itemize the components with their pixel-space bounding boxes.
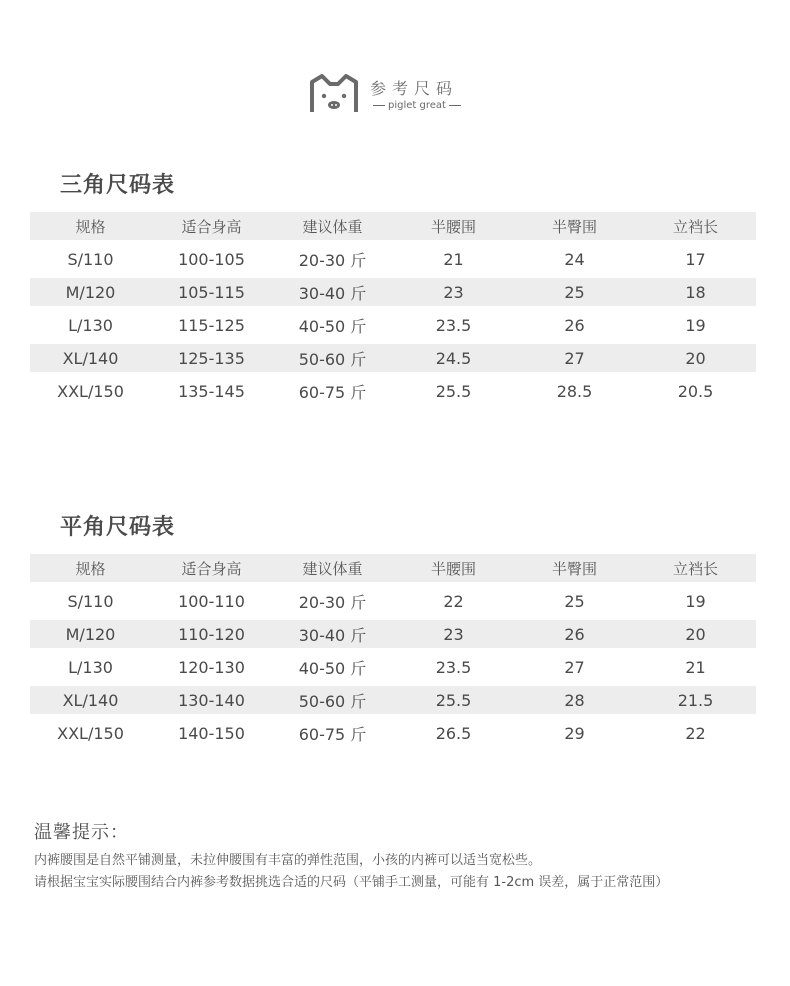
col-header-height: 适合身高 bbox=[181, 217, 242, 236]
cell: 105-115 bbox=[178, 282, 245, 302]
cell: 22 bbox=[685, 723, 706, 743]
cell: 24.5 bbox=[435, 348, 472, 368]
table-header-row bbox=[30, 554, 756, 582]
cell: XXL/150 bbox=[57, 723, 124, 743]
cell: 25 bbox=[564, 591, 585, 611]
col-header-waist: 半腰围 bbox=[430, 217, 476, 236]
table-row bbox=[30, 372, 756, 410]
cell: 135-145 bbox=[178, 381, 245, 401]
cell: 24 bbox=[564, 249, 585, 269]
col-header-size: 规格 bbox=[75, 217, 106, 236]
brand-title: 参考尺码 bbox=[370, 79, 459, 98]
cell: 50-60 斤 bbox=[298, 691, 367, 711]
cell: XXL/150 bbox=[57, 381, 124, 401]
tips-title: 温馨提示： bbox=[34, 822, 129, 843]
col-header-hip: 半臀围 bbox=[551, 559, 597, 578]
cell: 30-40 斤 bbox=[298, 283, 367, 303]
table-row bbox=[30, 714, 756, 752]
cell: 140-150 bbox=[178, 723, 245, 743]
table-header-row bbox=[30, 212, 756, 240]
table-row bbox=[30, 278, 756, 306]
cell: 50-60 斤 bbox=[298, 349, 367, 369]
cell: 60-75 斤 bbox=[298, 724, 367, 744]
table-row bbox=[30, 648, 756, 686]
pig-icon bbox=[308, 74, 360, 114]
section-title-triangle: 三角尺码表 bbox=[60, 173, 176, 198]
brand-subtitle bbox=[370, 100, 464, 111]
cell: 19 bbox=[685, 315, 706, 335]
cell: 100-110 bbox=[178, 591, 245, 611]
cell: 23.5 bbox=[435, 657, 472, 677]
cell: 23 bbox=[443, 282, 464, 302]
cell: 19 bbox=[685, 591, 706, 611]
cell: S/110 bbox=[67, 591, 114, 611]
cell: 20-30 斤 bbox=[298, 250, 367, 270]
table-row bbox=[30, 306, 756, 344]
size-table-boxer bbox=[30, 554, 756, 752]
cell: 29 bbox=[564, 723, 585, 743]
cell: 27 bbox=[564, 657, 585, 677]
table-row bbox=[30, 344, 756, 372]
table-row bbox=[30, 240, 756, 278]
cell: 20-30 斤 bbox=[298, 592, 367, 612]
table-row bbox=[30, 620, 756, 648]
cell: 23.5 bbox=[435, 315, 472, 335]
cell: 115-125 bbox=[178, 315, 245, 335]
brand-logo bbox=[308, 74, 488, 118]
cell: 30-40 斤 bbox=[298, 625, 367, 645]
cell: L/130 bbox=[68, 315, 113, 335]
table-row bbox=[30, 582, 756, 620]
cell: 125-135 bbox=[178, 348, 245, 368]
tips-line: 内裤腰围是自然平铺测量，未拉伸腰围有丰富的弹性范围，小孩的内裤可以适当宽松些。 bbox=[34, 853, 542, 868]
cell: 25 bbox=[564, 282, 585, 302]
cell: 27 bbox=[564, 348, 585, 368]
cell: 25.5 bbox=[435, 690, 472, 710]
cell: L/130 bbox=[68, 657, 113, 677]
cell: 21 bbox=[443, 249, 464, 269]
table-row bbox=[30, 686, 756, 714]
size-table-triangle bbox=[30, 212, 756, 410]
cell: XL/140 bbox=[62, 348, 119, 368]
col-header-weight: 建议体重 bbox=[302, 217, 363, 236]
col-header-rise: 立裆长 bbox=[672, 217, 718, 236]
cell: 120-130 bbox=[178, 657, 245, 677]
tips-body bbox=[34, 850, 760, 894]
cell: 18 bbox=[685, 282, 706, 302]
col-header-weight: 建议体重 bbox=[302, 559, 363, 578]
cell: 20 bbox=[685, 348, 706, 368]
cell: 40-50 斤 bbox=[298, 658, 367, 678]
cell: 100-105 bbox=[178, 249, 245, 269]
brand-subtitle-text: piglet great bbox=[388, 100, 446, 111]
cell: 28 bbox=[564, 690, 585, 710]
cell: 21.5 bbox=[677, 690, 714, 710]
cell: 26 bbox=[564, 315, 585, 335]
cell: 110-120 bbox=[178, 624, 245, 644]
col-header-height: 适合身高 bbox=[181, 559, 242, 578]
cell: 25.5 bbox=[435, 381, 472, 401]
cell: XL/140 bbox=[62, 690, 119, 710]
cell: M/120 bbox=[65, 624, 116, 644]
cell: 21 bbox=[685, 657, 706, 677]
col-header-hip: 半臀围 bbox=[551, 217, 597, 236]
cell: 26.5 bbox=[435, 723, 472, 743]
cell: 17 bbox=[685, 249, 706, 269]
col-header-rise: 立裆长 bbox=[672, 559, 718, 578]
cell: S/110 bbox=[67, 249, 114, 269]
cell: 26 bbox=[564, 624, 585, 644]
cell: 130-140 bbox=[178, 690, 245, 710]
cell: M/120 bbox=[65, 282, 116, 302]
cell: 28.5 bbox=[556, 381, 593, 401]
cell: 20 bbox=[685, 624, 706, 644]
col-header-size: 规格 bbox=[75, 559, 106, 578]
cell: 22 bbox=[443, 591, 464, 611]
col-header-waist: 半腰围 bbox=[430, 559, 476, 578]
section-title-boxer: 平角尺码表 bbox=[60, 515, 176, 540]
cell: 60-75 斤 bbox=[298, 382, 367, 402]
tips-line: 请根据宝宝实际腰围结合内裤参考数据挑选合适的尺码（平铺手工测量，可能有 1-2cm 误差，属于正常范围） bbox=[34, 875, 669, 890]
cell: 23 bbox=[443, 624, 464, 644]
cell: 20.5 bbox=[677, 381, 714, 401]
cell: 40-50 斤 bbox=[298, 316, 367, 336]
